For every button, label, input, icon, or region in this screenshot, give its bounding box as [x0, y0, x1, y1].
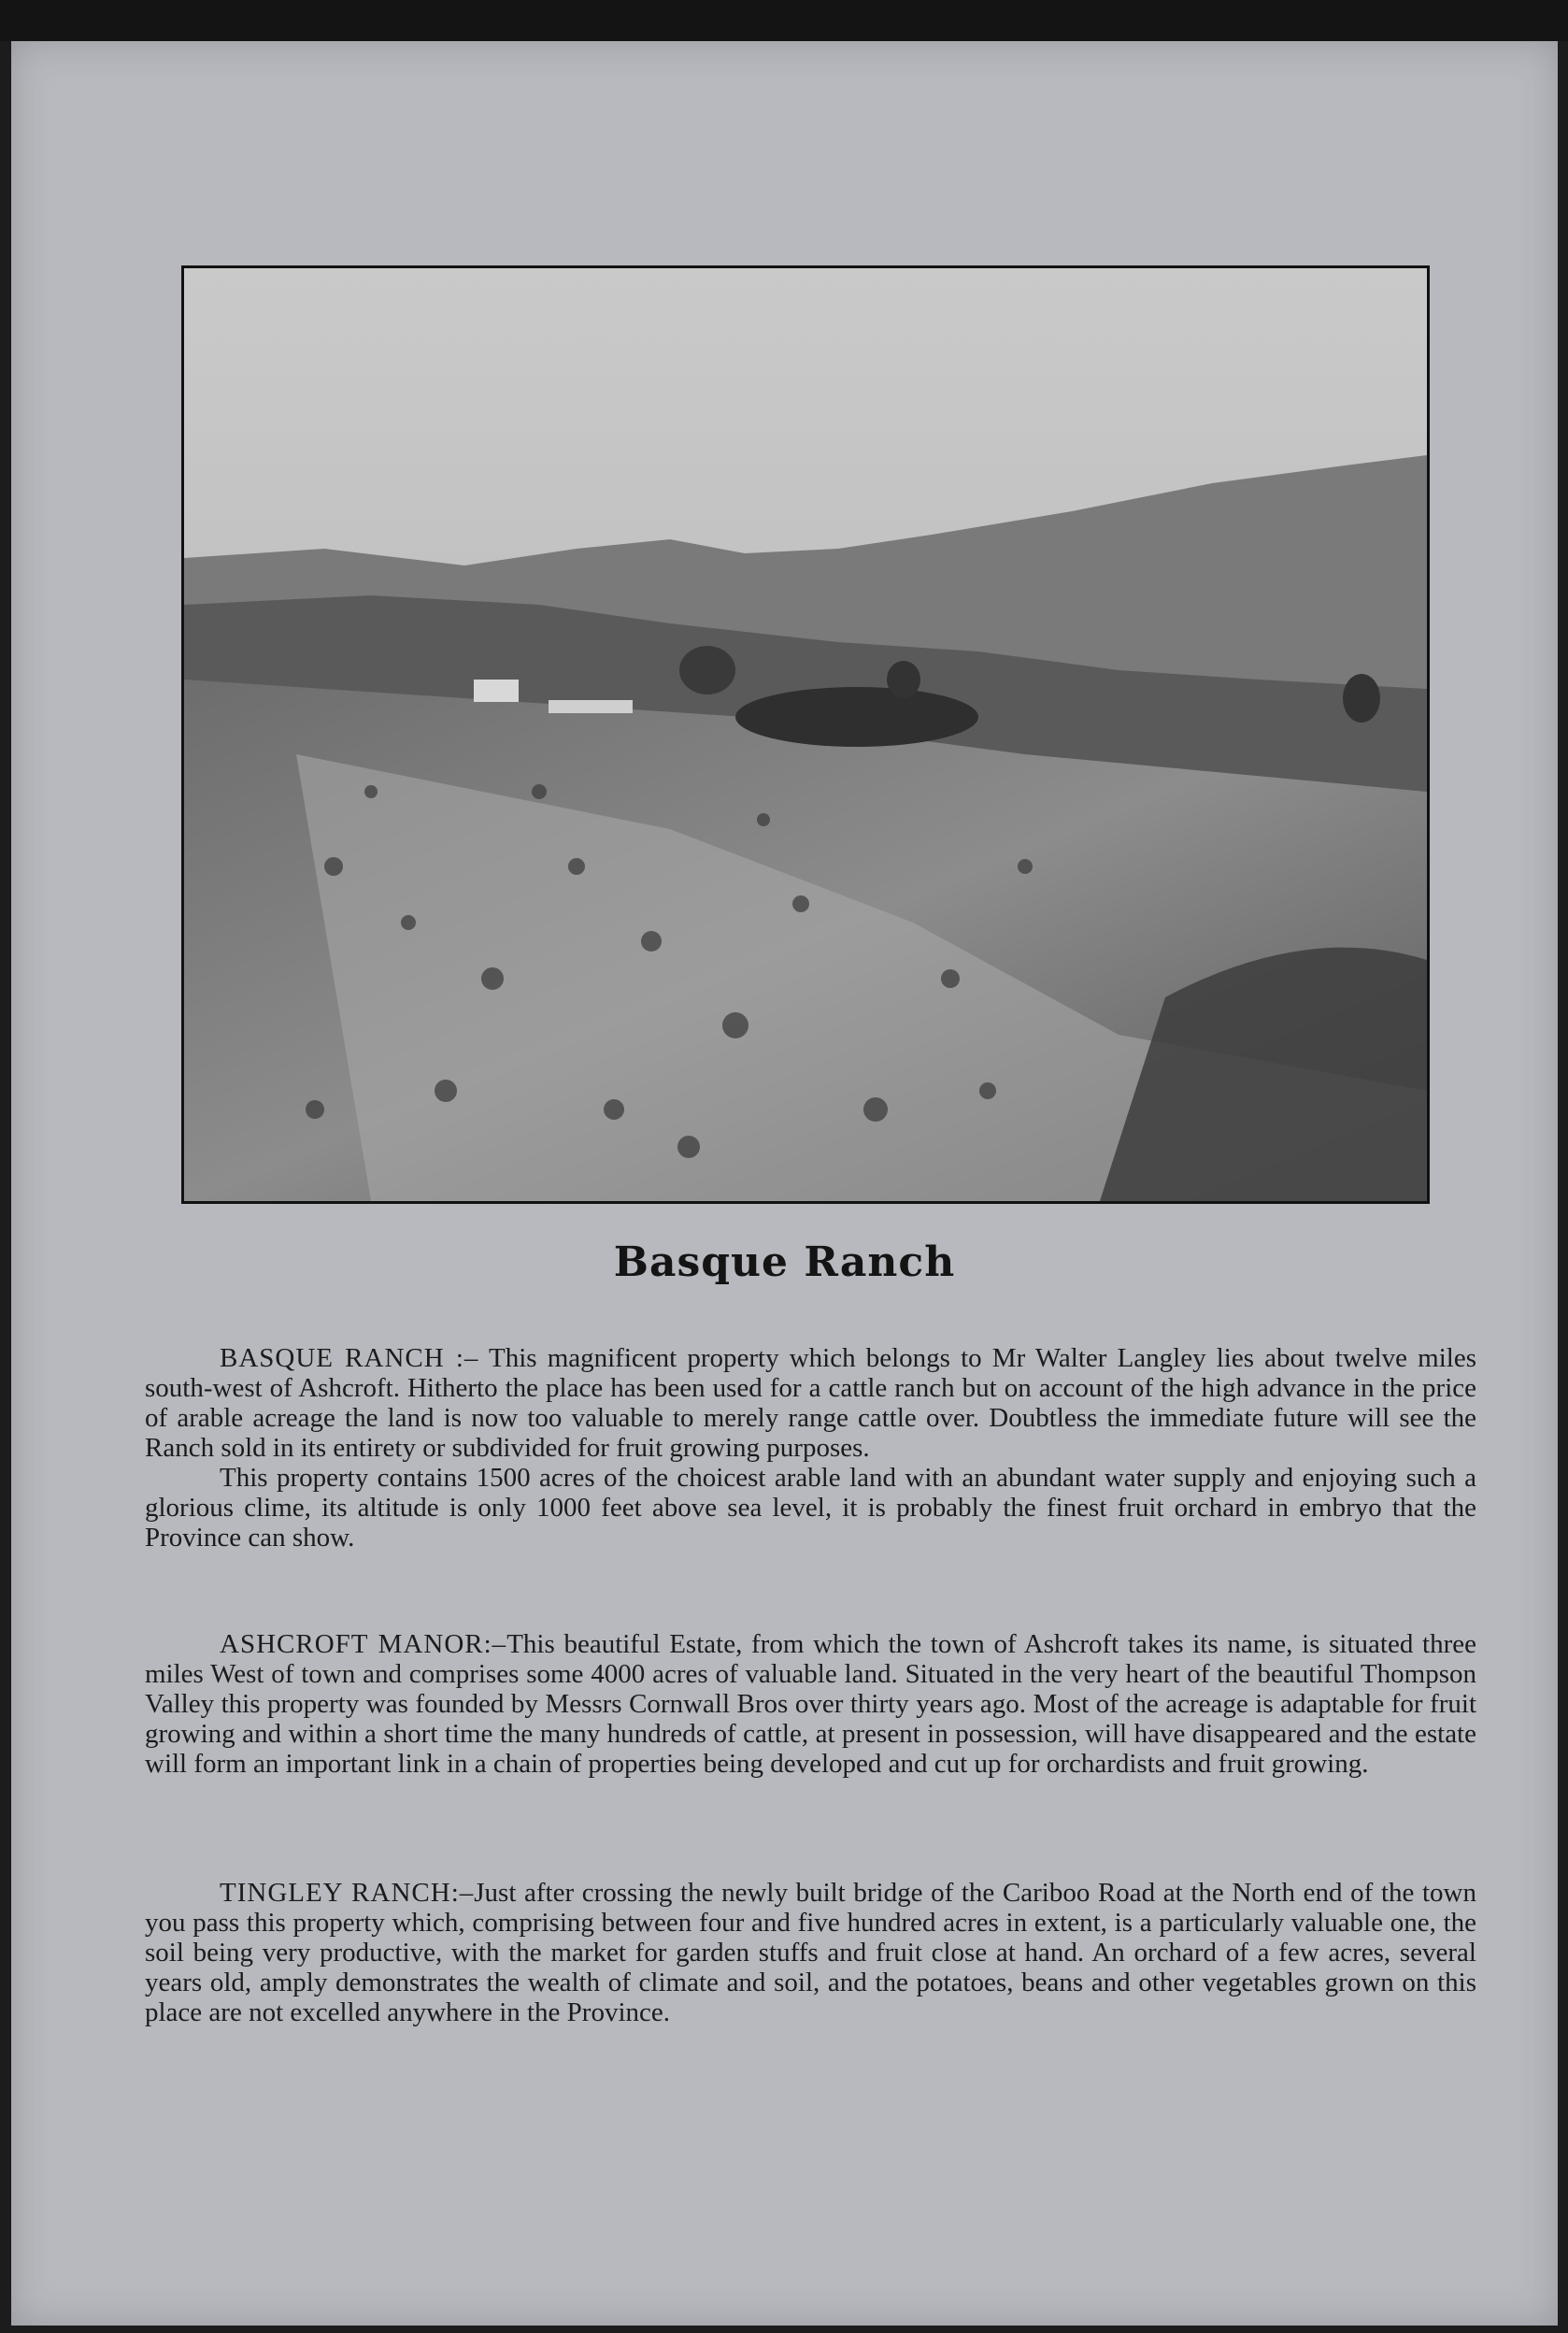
landscape-image	[184, 268, 1427, 1201]
paragraph	[145, 1878, 1476, 2027]
paragraph	[145, 1343, 1476, 1463]
paragraph: This property contains 1500 acres of the choicest arable land with an abundant water supply and enjoying such a glorious clime, its altitude is only 1000 feet above sea level, it is probably the finest fruit orchard in embryo that the Province can show.	[145, 1463, 1476, 1553]
section-basque-ranch	[145, 1343, 1476, 1553]
section-ashcroft-manor	[145, 1629, 1476, 1779]
paragraph-text: This magnificent property which belongs to Mr Walter Langley lies about twelve miles south-west of Ashcroft. Hitherto the place has been used for a cattle ranch but on account of the high advance in the price of arable acreage the land is now too valuable to merely range cattle over. Doubtless the immediate future will see the Ranch sold in its entirety or subdivided for fruit growing purposes.	[145, 1343, 1476, 1463]
paragraph-text: Just after crossing the newly built bridge of the Cariboo Road at the North end of the town you pass this property which, comprising between four and five hundred acres in extent, is a particularly valuable one, the soil being very productive, with the market for garden stuffs and fruit close at hand. An orchard of a few acres, several years old, amply demonstrates the wealth of climate and soil, and the potatoes, beans and other vegetables grown on this place are not excelled anywhere in the Province.	[145, 1878, 1476, 2027]
document-page	[11, 41, 1558, 2326]
paragraph-text: This beautiful Estate, from which the town of Ashcroft takes its name, is situated three miles West of town and comprises some 4000 acres of valuable land. Situated in the very heart of the beautiful Thompson Valley this property was founded by Messrs Cornwall Bros over thirty years ago. Most of the acreage is adaptable for fruit growing and within a short time the many hundreds of cattle, at present in possession, will have disappeared and the estate will form an important link in a chain of properties being developed and cut up for orchardists and fruit growing.	[145, 1629, 1476, 1779]
section-heading: TINGLEY RANCH:–	[220, 1878, 475, 1908]
section-heading: ASHCROFT MANOR:–	[220, 1629, 507, 1659]
paragraph	[145, 1629, 1476, 1779]
photo-caption: Basque Ranch	[613, 1238, 956, 1286]
scan-edge	[0, 0, 1568, 41]
section-tingley-ranch	[145, 1878, 1476, 2027]
section-heading: BASQUE RANCH :–	[220, 1343, 479, 1373]
ranch-photograph	[181, 265, 1430, 1204]
